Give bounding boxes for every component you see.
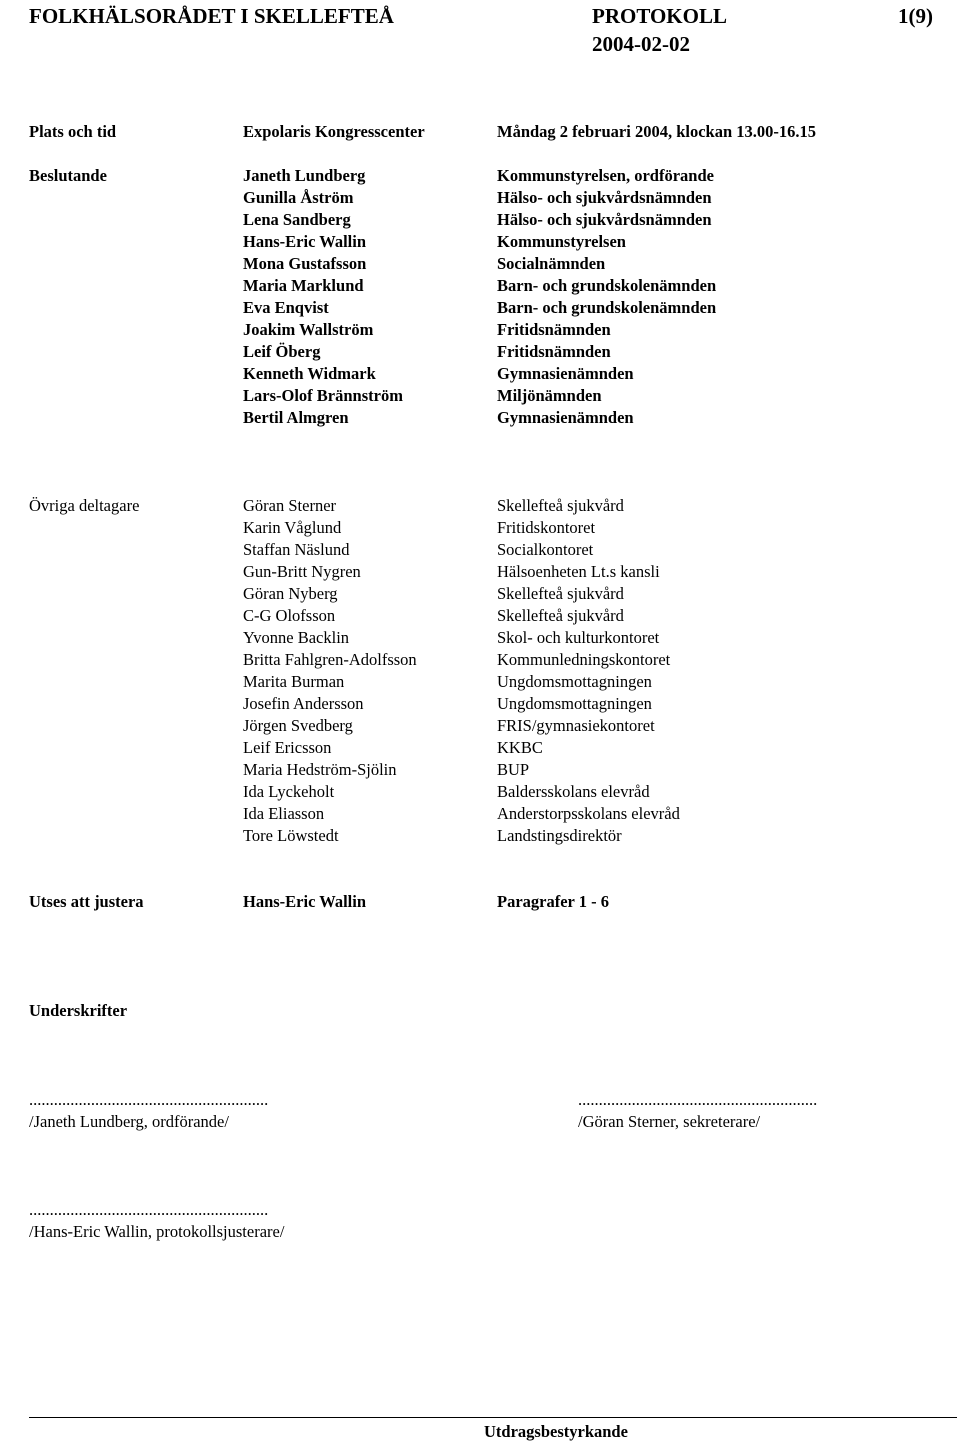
participant-organization: Fritidskontoret [497, 518, 596, 537]
decision-maker-name: Leif Öberg [243, 342, 321, 361]
participant-name: Jörgen Svedberg [243, 716, 353, 735]
page-number: 1(9) [898, 4, 933, 28]
paragraphs-range: Paragrafer 1 - 6 [497, 892, 609, 911]
decision-maker-organization: Gymnasienämnden [497, 364, 634, 383]
participant-organization: Hälsoenheten Lt.s kansli [497, 562, 660, 581]
participant-organization: Skellefteå sjukvård [497, 584, 624, 603]
footer-rule [29, 1417, 957, 1418]
participant-organization: Socialkontoret [497, 540, 594, 559]
participant-name: Marita Burman [243, 672, 345, 691]
adjuster-signature-line: .......................................................... [29, 1200, 269, 1219]
participant-organization: Anderstorpsskolans elevråd [497, 804, 680, 823]
chair-signature-line: .......................................................... [29, 1090, 269, 1109]
participant-name: Staffan Näslund [243, 540, 350, 559]
organization-title: FOLKHÄLSORÅDET I SKELLEFTEÅ [29, 4, 394, 28]
decision-maker-organization: Barn- och grundskolenämnden [497, 298, 717, 317]
adjuster-label: Utses att justera [29, 892, 144, 911]
participant-organization: FRIS/gymnasiekontoret [497, 716, 655, 735]
participant-organization: Skellefteå sjukvård [497, 606, 624, 625]
document-type: PROTOKOLL [592, 4, 727, 28]
participant-organization: Ungdomsmottagningen [497, 672, 652, 691]
participant-organization: Skellefteå sjukvård [497, 496, 624, 515]
participant-organization: Skol- och kulturkontoret [497, 628, 660, 647]
decision-maker-organization: Socialnämnden [497, 254, 606, 273]
decision-maker-name: Mona Gustafsson [243, 254, 367, 273]
decision-maker-organization: Kommunstyrelsen, ordförande [497, 166, 714, 185]
decision-maker-organization: Kommunstyrelsen [497, 232, 626, 251]
decision-maker-name: Bertil Almgren [243, 408, 349, 427]
decision-maker-organization: Hälso- och sjukvårdsnämnden [497, 210, 712, 229]
document-date: 2004-02-02 [592, 32, 690, 56]
decision-makers-label: Beslutande [29, 166, 107, 185]
other-participants-label: Övriga deltagare [29, 496, 140, 515]
secretary-signature-name: /Göran Sterner, sekreterare/ [578, 1112, 761, 1131]
participant-name: Göran Sterner [243, 496, 337, 515]
secretary-signature-line: .......................................................... [578, 1090, 818, 1109]
participant-name: Karin Våglund [243, 518, 342, 537]
participant-organization: Kommunledningskontoret [497, 650, 671, 669]
decision-maker-organization: Fritidsnämnden [497, 342, 611, 361]
participant-name: Ida Eliasson [243, 804, 325, 823]
decision-maker-name: Lena Sandberg [243, 210, 351, 229]
decision-maker-name: Eva Enqvist [243, 298, 329, 317]
decision-maker-organization: Miljönämnden [497, 386, 602, 405]
decision-maker-name: Maria Marklund [243, 276, 364, 295]
decision-maker-organization: Fritidsnämnden [497, 320, 611, 339]
adjuster-name: Hans-Eric Wallin [243, 892, 367, 911]
footer-certification: Utdragsbestyrkande [484, 1422, 628, 1441]
participant-organization: KKBC [497, 738, 543, 757]
participant-organization: Ungdomsmottagningen [497, 694, 652, 713]
decision-maker-name: Janeth Lundberg [243, 166, 366, 185]
place-time-label: Plats och tid [29, 122, 117, 141]
participant-name: Tore Löwstedt [243, 826, 339, 845]
participant-name: Leif Ericsson [243, 738, 332, 757]
participant-name: Gun-Britt Nygren [243, 562, 361, 581]
participant-name: Josefin Andersson [243, 694, 364, 713]
participant-name: Ida Lyckeholt [243, 782, 335, 801]
participant-organization: Landstingsdirektör [497, 826, 622, 845]
decision-maker-organization: Barn- och grundskolenämnden [497, 276, 717, 295]
participant-name: C-G Olofsson [243, 606, 336, 625]
decision-maker-name: Joakim Wallström [243, 320, 374, 339]
meeting-place: Expolaris Kongresscenter [243, 122, 425, 141]
participant-name: Britta Fahlgren-Adolfsson [243, 650, 417, 669]
participant-name: Maria Hedström-Sjölin [243, 760, 397, 779]
participant-name: Yvonne Backlin [243, 628, 350, 647]
decision-maker-name: Lars-Olof Brännström [243, 386, 403, 405]
decision-maker-organization: Gymnasienämnden [497, 408, 634, 427]
decision-maker-name: Kenneth Widmark [243, 364, 376, 383]
chair-signature-name: /Janeth Lundberg, ordförande/ [29, 1112, 229, 1131]
adjuster-signature-name: /Hans-Eric Wallin, protokollsjusterare/ [29, 1222, 285, 1241]
participant-name: Göran Nyberg [243, 584, 338, 603]
decision-maker-name: Hans-Eric Wallin [243, 232, 367, 251]
signatures-label: Underskrifter [29, 1001, 128, 1020]
participant-organization: BUP [497, 760, 530, 779]
decision-maker-organization: Hälso- och sjukvårdsnämnden [497, 188, 712, 207]
meeting-time: Måndag 2 februari 2004, klockan 13.00-16.15 [497, 122, 817, 141]
participant-organization: Baldersskolans elevråd [497, 782, 650, 801]
decision-maker-name: Gunilla Åström [243, 188, 354, 207]
